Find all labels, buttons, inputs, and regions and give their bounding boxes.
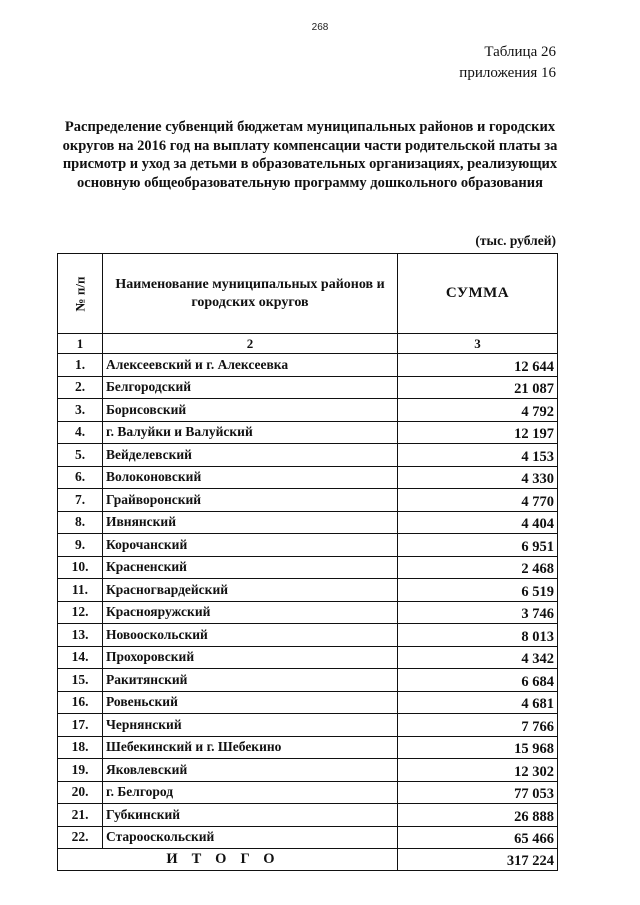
table-row: [58, 399, 558, 422]
column-index-row: [58, 334, 558, 354]
row-num: 13.: [58, 624, 103, 647]
row-name: Красненский: [103, 556, 398, 579]
row-name: Прохоровский: [103, 646, 398, 669]
row-num: 14.: [58, 646, 103, 669]
units-label: (тыс. рублей): [475, 233, 556, 248]
row-num: 10.: [58, 556, 103, 579]
subsidy-table: [57, 253, 558, 871]
table-reference: [459, 42, 556, 84]
table-row: [58, 489, 558, 512]
table-row: [58, 534, 558, 557]
row-num: 1.: [58, 354, 103, 377]
row-num: 5.: [58, 444, 103, 467]
row-num: 4.: [58, 421, 103, 444]
document-title: Распределение субвенций бюджетам муниципальных районов и городских округов на 2016 год на выплату компенсации части родительской платы за присмотр и уход за детьми в образовательных организациях, реализующих основную общеобразовательную программу дошкольного образования: [62, 119, 558, 191]
row-sum: 4 770: [398, 489, 558, 512]
row-sum: 6 684: [398, 669, 558, 692]
header-num: № п/п: [58, 254, 103, 334]
row-sum: 6 519: [398, 579, 558, 602]
row-num: 8.: [58, 511, 103, 534]
table-row: [58, 556, 558, 579]
table-body: [58, 354, 558, 849]
column-index: 2: [103, 334, 398, 354]
row-name: Алексеевский и г. Алексеевка: [103, 354, 398, 377]
row-name: Губкинский: [103, 804, 398, 827]
header-name: Наименование муниципальных районов и городских округов: [103, 254, 398, 334]
row-sum: 4 792: [398, 399, 558, 422]
table-row: [58, 601, 558, 624]
row-num: 2.: [58, 376, 103, 399]
row-name: Яковлевский: [103, 759, 398, 782]
table-row: [58, 714, 558, 737]
row-name: Корочанский: [103, 534, 398, 557]
row-name: Ровеньский: [103, 691, 398, 714]
row-num: 21.: [58, 804, 103, 827]
row-num: 6.: [58, 466, 103, 489]
row-name: г. Белгород: [103, 781, 398, 804]
row-num: 3.: [58, 399, 103, 422]
table-row: [58, 781, 558, 804]
table-header-row: [58, 254, 558, 334]
table-row: [58, 736, 558, 759]
row-num: 12.: [58, 601, 103, 624]
row-num: 18.: [58, 736, 103, 759]
row-sum: 4 681: [398, 691, 558, 714]
row-name: Борисовский: [103, 399, 398, 422]
row-sum: 4 153: [398, 444, 558, 467]
row-num: 20.: [58, 781, 103, 804]
row-sum: 6 951: [398, 534, 558, 557]
total-row: [58, 849, 558, 871]
table-row: [58, 691, 558, 714]
row-name: Ракитянский: [103, 669, 398, 692]
row-num: 11.: [58, 579, 103, 602]
row-sum: 2 468: [398, 556, 558, 579]
row-name: Грайворонский: [103, 489, 398, 512]
row-name: Новооскольский: [103, 624, 398, 647]
total-sum: 317 224: [398, 849, 558, 871]
row-sum: 4 330: [398, 466, 558, 489]
table-ref-line2: приложения 16: [459, 65, 556, 81]
table-row: [58, 646, 558, 669]
row-sum: 4 342: [398, 646, 558, 669]
row-name: Вейделевский: [103, 444, 398, 467]
row-num: 22.: [58, 826, 103, 849]
column-index: 1: [58, 334, 103, 354]
table-row: [58, 759, 558, 782]
row-sum: 12 302: [398, 759, 558, 782]
page-number: 268: [311, 22, 329, 33]
row-num: 15.: [58, 669, 103, 692]
table-row: [58, 444, 558, 467]
row-sum: 8 013: [398, 624, 558, 647]
table-row: [58, 421, 558, 444]
row-sum: 77 053: [398, 781, 558, 804]
row-num: 17.: [58, 714, 103, 737]
table-row: [58, 511, 558, 534]
row-name: Чернянский: [103, 714, 398, 737]
table-row: [58, 826, 558, 849]
table-row: [58, 579, 558, 602]
row-sum: 12 644: [398, 354, 558, 377]
row-sum: 65 466: [398, 826, 558, 849]
total-label: ИТОГО: [58, 849, 398, 871]
row-num: 16.: [58, 691, 103, 714]
row-num: 19.: [58, 759, 103, 782]
table-row: [58, 804, 558, 827]
row-sum: 21 087: [398, 376, 558, 399]
row-sum: 4 404: [398, 511, 558, 534]
row-name: Старооскольский: [103, 826, 398, 849]
row-sum: 7 766: [398, 714, 558, 737]
column-index: 3: [398, 334, 558, 354]
row-name: Красногвардейский: [103, 579, 398, 602]
table-row: [58, 624, 558, 647]
row-name: Белгородский: [103, 376, 398, 399]
row-sum: 26 888: [398, 804, 558, 827]
row-sum: 12 197: [398, 421, 558, 444]
table-ref-line1: Таблица 26: [484, 44, 556, 60]
row-num: 9.: [58, 534, 103, 557]
row-name: Шебекинский и г. Шебекино: [103, 736, 398, 759]
row-num: 7.: [58, 489, 103, 512]
row-name: г. Валуйки и Валуйский: [103, 421, 398, 444]
table-row: [58, 669, 558, 692]
row-sum: 3 746: [398, 601, 558, 624]
table-row: [58, 354, 558, 377]
row-name: Волоконовский: [103, 466, 398, 489]
row-sum: 15 968: [398, 736, 558, 759]
table-row: [58, 376, 558, 399]
table-row: [58, 466, 558, 489]
row-name: Ивнянский: [103, 511, 398, 534]
header-sum: СУММА: [398, 254, 558, 334]
row-name: Краснояружский: [103, 601, 398, 624]
